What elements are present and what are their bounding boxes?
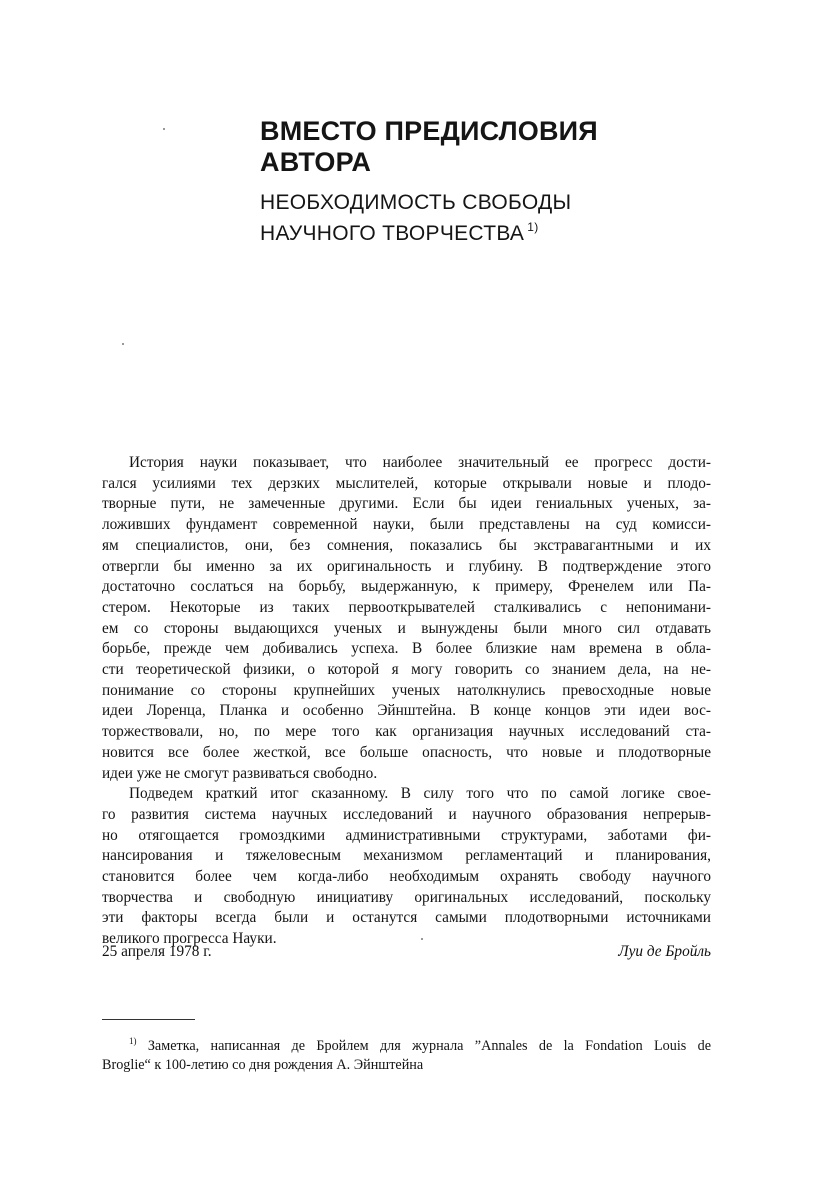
chapter-subtitle xyxy=(260,190,740,246)
text-line: великого прогресса Науки. xyxy=(102,930,277,948)
scan-speck xyxy=(122,343,124,345)
signoff xyxy=(102,941,711,963)
text-line: отвергли бы именно за их оригинальность и глубину. В подтверждение этого xyxy=(102,557,711,575)
text-line: творчества и свободную инициативу оригинальных исследований, поскольку xyxy=(102,888,711,906)
chapter-title-line: АВТОРА xyxy=(260,147,372,177)
footnote-line: Broglie“ к 100-летию со дня рождения А. Эйнштейна xyxy=(102,1057,424,1073)
text-line: творные пути, не замеченные другими. Если бы идеи гениальных ученых, за- xyxy=(102,495,711,513)
text-line: История науки показывает, что наиболее значительный ее прогресс дости- xyxy=(129,454,711,471)
signoff-author: Луи де Бройль xyxy=(618,943,711,960)
footnote-divider xyxy=(102,1019,195,1020)
scan-speck xyxy=(163,128,165,130)
text-line: понимание со стороны крупнейших ученых натолкнулись превосходные новые xyxy=(102,681,711,699)
text-line: сти теоретической физики, о которой я могу говорить со знанием дела, на не- xyxy=(102,661,711,679)
paragraph-2 xyxy=(102,784,711,950)
paragraph-1 xyxy=(102,453,711,784)
chapter-title-line: ВМЕСТО ПРЕДИСЛОВИЯ xyxy=(260,116,598,146)
text-line: идеи уже не смогут развиваться свободно. xyxy=(102,764,378,782)
footnote-marker: 1) xyxy=(129,1036,137,1046)
chapter-title xyxy=(260,116,740,178)
footnote-reference: 1) xyxy=(527,220,539,234)
text-line: стером. Некоторые из таких первооткрывателей сталкивались с непонимани- xyxy=(102,598,711,616)
text-line: борьбе, прежде чем добивались успеха. В более близкие нам времена в обла- xyxy=(102,640,711,658)
text-line: эти факторы всегда были и останутся самыми плодотворными источниками xyxy=(102,909,711,927)
text-line: но отягощается громоздкими административными структурами, заботами фи- xyxy=(102,826,711,844)
chapter-subtitle-line: НЕОБХОДИМОСТЬ СВОБОДЫ xyxy=(260,191,572,214)
text-line: гался усилиями тех дерзких мыслителей, которые открывали новые и плодо- xyxy=(102,474,711,492)
chapter-subtitle-line xyxy=(260,215,740,246)
text-line: новится все более жесткой, все больше опасность, что новые и плодотворные xyxy=(102,743,711,761)
text-line: Подведем краткий итог сказанному. В силу того что по самой логике свое- xyxy=(129,785,711,803)
footnote-text: Заметка, написанная де Бройлем для журнала ”Annales de la Fondation Louis de xyxy=(147,1038,712,1054)
text-line: ям специалистов, они, без сомнения, показались бы экстравагантными и их xyxy=(102,536,711,554)
text-line: идеи Лоренца, Планка и особенно Эйнштейна. В конце концов эти идеи вос- xyxy=(102,702,711,720)
text-line: нансирования и тяжеловесным механизмом регламентаций и планирования, xyxy=(102,847,711,865)
text-line: го развития система научных исследований и научного образования непрерыв- xyxy=(102,805,711,823)
signoff-date: 25 апреля 1978 г. xyxy=(102,943,212,960)
chapter-subtitle-text: НАУЧНОГО ТВОРЧЕСТВА xyxy=(260,222,525,245)
footnote-line xyxy=(102,1032,711,1056)
text-line: ложивших фундамент современной науки, были представлены на суд комисси- xyxy=(102,516,711,534)
text-line: ем со стороны выдающихся ученых и вынуждены были много сил отдавать xyxy=(102,619,711,637)
text-line: становится более чем когда-либо необходимым охранять свободу научного xyxy=(102,868,711,886)
body-text xyxy=(102,453,711,950)
footnote xyxy=(102,1032,711,1075)
text-line: достаточно сослаться на борьбу, выдержанную, к примеру, Френелем или Па- xyxy=(102,578,711,596)
text-line: торжествовали, но, по мере того как организация научных исследований ста- xyxy=(102,723,711,741)
